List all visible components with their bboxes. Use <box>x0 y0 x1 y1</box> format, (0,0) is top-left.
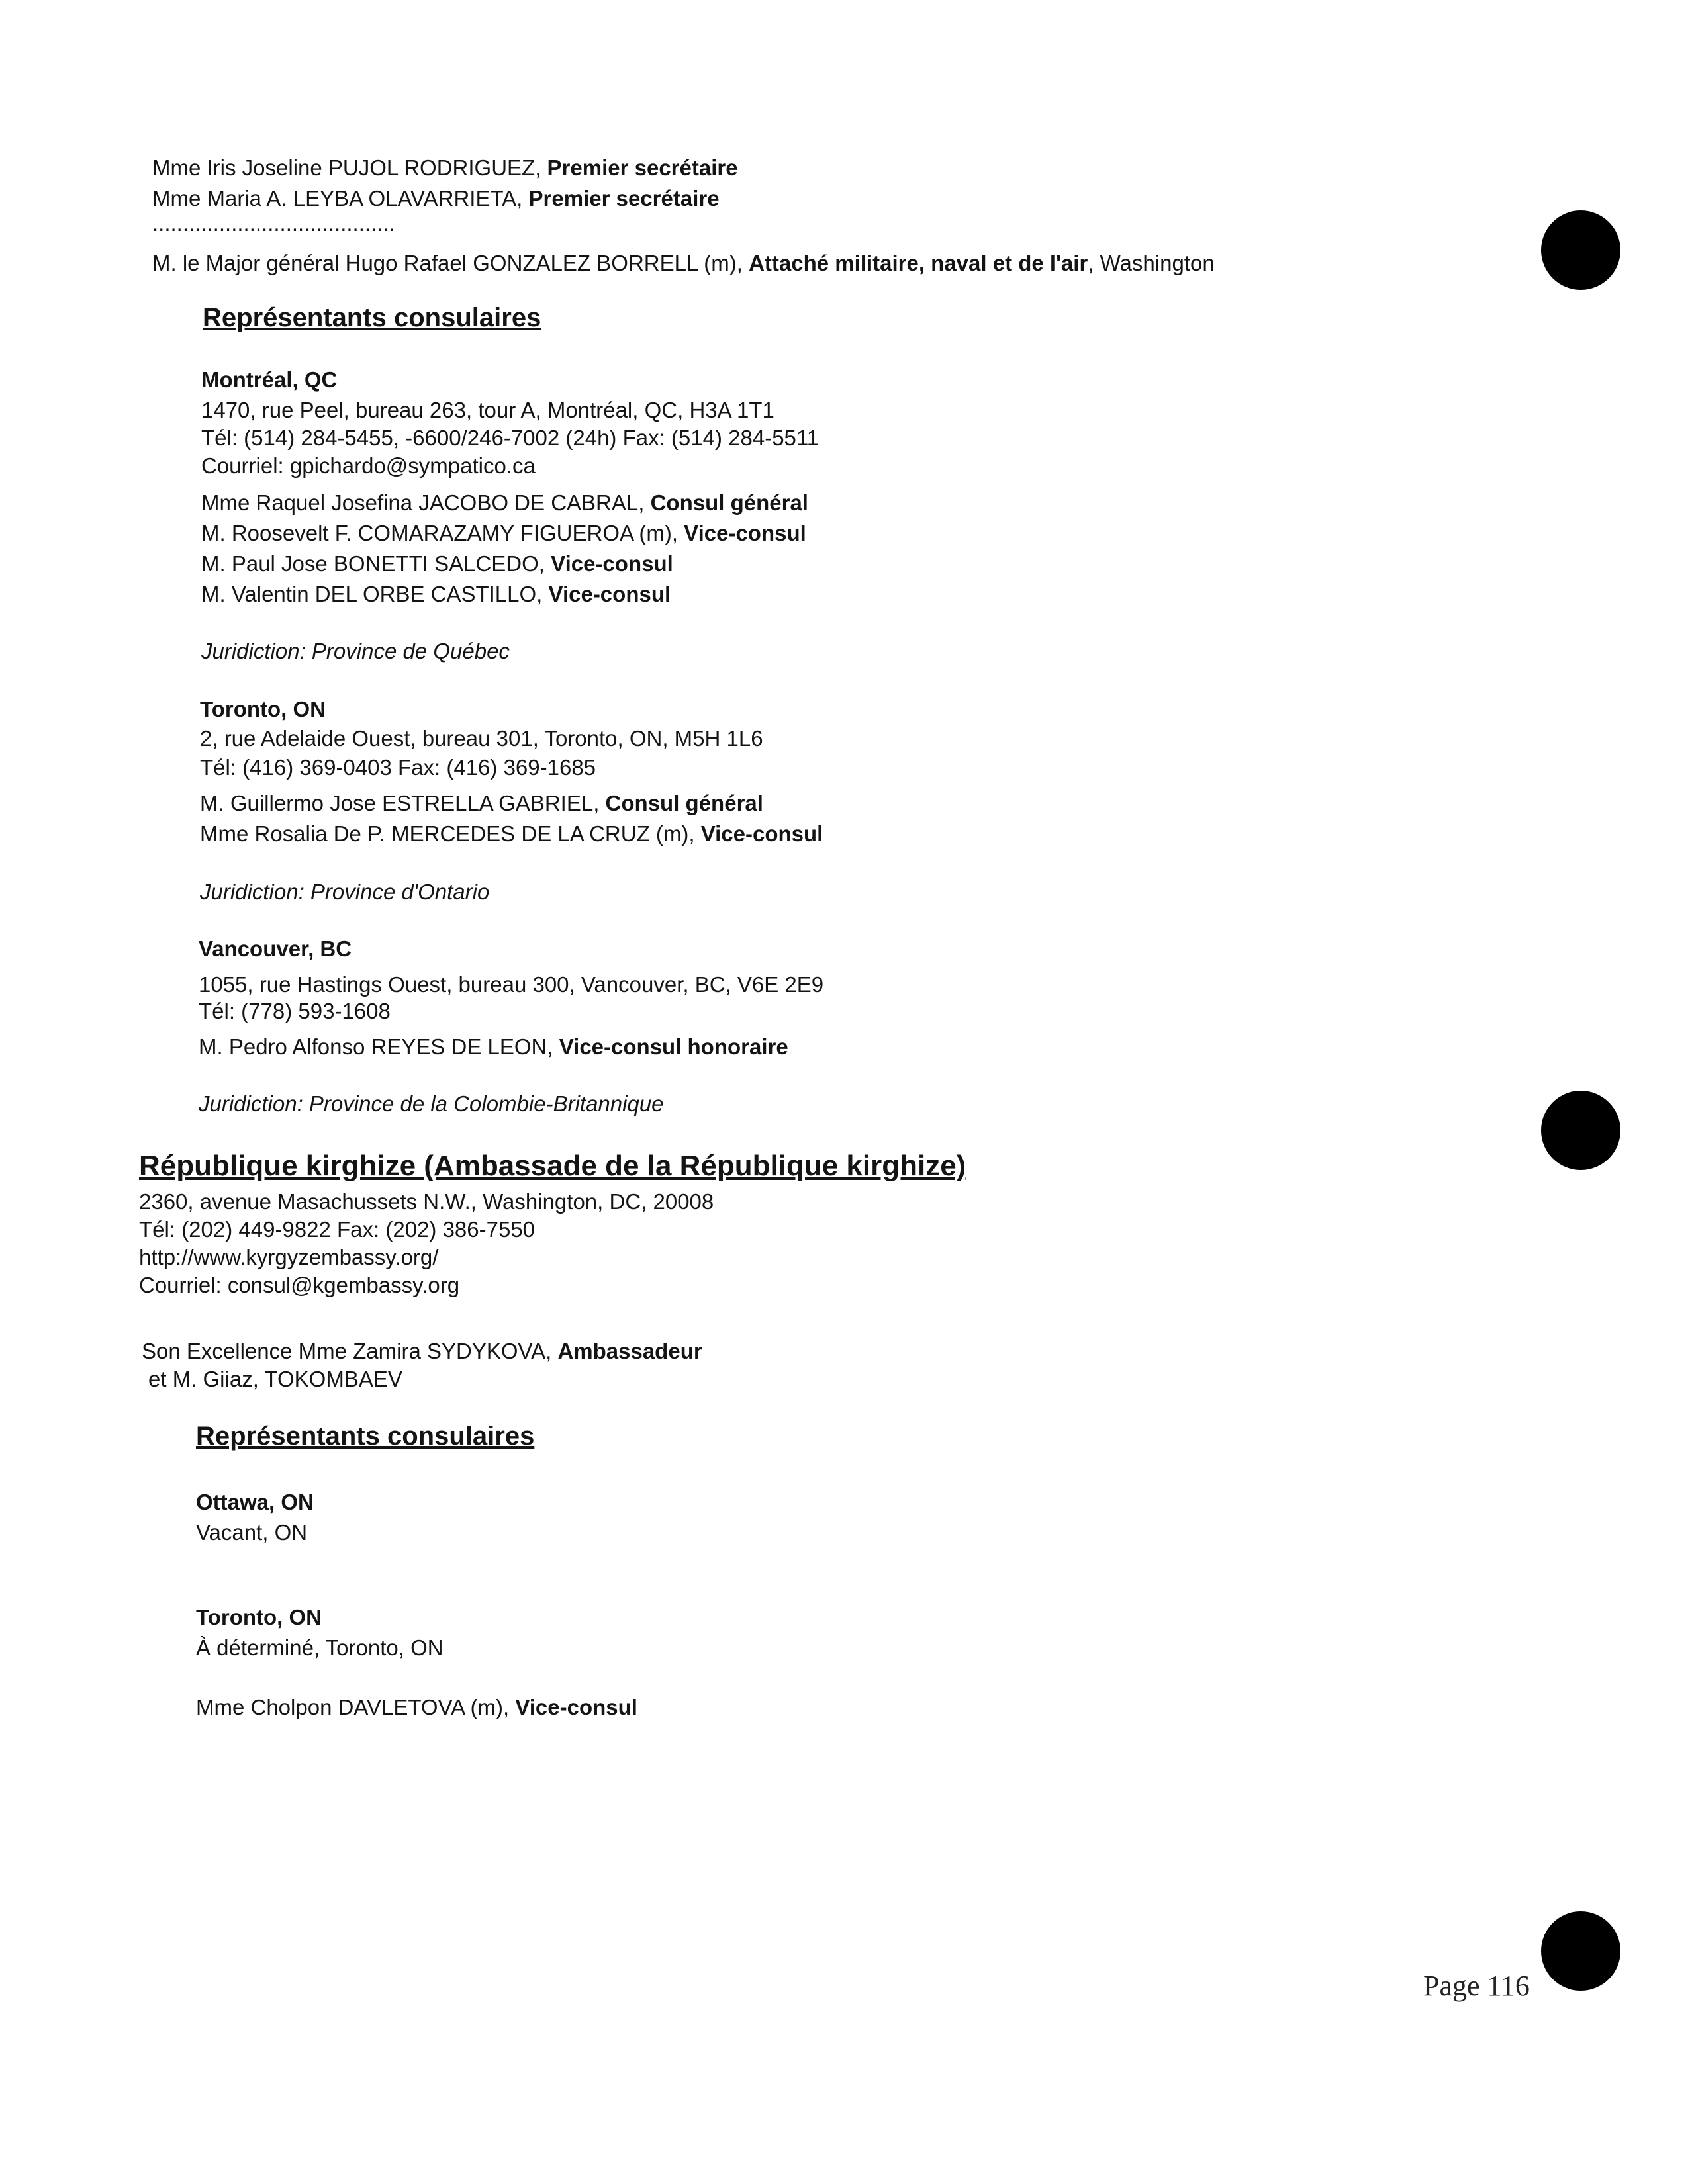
consulate-address: 1470, rue Peel, bureau 263, tour A, Montréal, QC, H3A 1T1 <box>201 398 774 422</box>
consulate-phone: Tél: (514) 284-5455, -6600/246-7002 (24h) Fax: (514) 284-5511 <box>201 426 820 450</box>
jurisdiction-note: Juridiction: Province de Québec <box>201 639 510 663</box>
ambassador-line: Son Excellence Mme Zamira SYDYKOVA, Ambassadeur <box>142 1339 702 1363</box>
embassy-website: http://www.kyrgyzembassy.org/ <box>139 1245 439 1269</box>
staff-line: Mme Maria A. LEYBA OLAVARRIETA, Premier secrétaire <box>152 186 720 210</box>
consulate-city: Toronto, ON <box>200 697 326 721</box>
consulate-address: À déterminé, Toronto, ON <box>196 1635 444 1660</box>
consular-staff: M. Valentin DEL ORBE CASTILLO, Vice-consul <box>201 582 671 606</box>
consular-staff: M. Roosevelt F. COMARAZAMY FIGUEROA (m), Vice-consul <box>201 521 806 545</box>
consular-staff: Mme Rosalia De P. MERCEDES DE LA CRUZ (m), Vice-consul <box>200 821 823 846</box>
binder-hole-bottom <box>1541 1911 1620 1991</box>
consulate-city: Ottawa, ON <box>196 1490 314 1514</box>
binder-hole-middle <box>1541 1091 1620 1170</box>
consulate-address: 1055, rue Hastings Ouest, bureau 300, Vancouver, BC, V6E 2E9 <box>199 972 824 997</box>
consular-staff: Mme Raquel Josefina JACOBO DE CABRAL, Consul général <box>201 490 808 515</box>
embassy-email: Courriel: consul@kgembassy.org <box>139 1273 460 1297</box>
page-number: Page 116 <box>1423 1970 1530 2002</box>
consulate-city: Montréal, QC <box>201 367 338 392</box>
consulate-phone: Tél: (416) 369-0403 Fax: (416) 369-1685 <box>200 755 596 780</box>
staff-line: Mme Iris Joseline PUJOL RODRIGUEZ, Premier secrétaire <box>152 156 738 180</box>
staff-line: M. le Major général Hugo Rafael GONZALEZ BORRELL (m), Attaché militaire, naval et de l'air, Washington <box>152 251 1215 275</box>
consulate-email: Courriel: gpichardo@sympatico.ca <box>201 453 536 478</box>
consulate-address: 2, rue Adelaide Ouest, bureau 301, Toronto, ON, M5H 1L6 <box>200 726 763 751</box>
ambassador-spouse: et M. Giiaz, TOKOMBAEV <box>148 1367 402 1391</box>
dotted-separator: ........................................ <box>152 211 395 236</box>
consulate-address: Vacant, ON <box>196 1520 308 1545</box>
consulate-city: Vancouver, BC <box>199 936 352 961</box>
consular-staff: Mme Cholpon DAVLETOVA (m), Vice-consul <box>196 1695 637 1719</box>
embassy-address: 2360, avenue Masachussets N.W., Washington, DC, 20008 <box>139 1189 714 1214</box>
section-heading: Représentants consulaires <box>196 1422 535 1451</box>
country-heading: République kirghize (Ambassade de la République kirghize) <box>139 1150 966 1182</box>
jurisdiction-note: Juridiction: Province d'Ontario <box>200 880 490 904</box>
consulate-phone: Tél: (778) 593-1608 <box>199 999 391 1023</box>
embassy-phone: Tél: (202) 449-9822 Fax: (202) 386-7550 <box>139 1217 536 1242</box>
section-heading: Représentants consulaires <box>203 303 541 332</box>
binder-hole-top <box>1541 210 1620 290</box>
consulate-city: Toronto, ON <box>196 1605 322 1629</box>
consular-staff: M. Pedro Alfonso REYES DE LEON, Vice-consul honoraire <box>199 1034 788 1059</box>
consular-staff: M. Paul Jose BONETTI SALCEDO, Vice-consul <box>201 551 673 576</box>
consular-staff: M. Guillermo Jose ESTRELLA GABRIEL, Consul général <box>200 791 763 815</box>
jurisdiction-note: Juridiction: Province de la Colombie-Britannique <box>199 1091 664 1116</box>
